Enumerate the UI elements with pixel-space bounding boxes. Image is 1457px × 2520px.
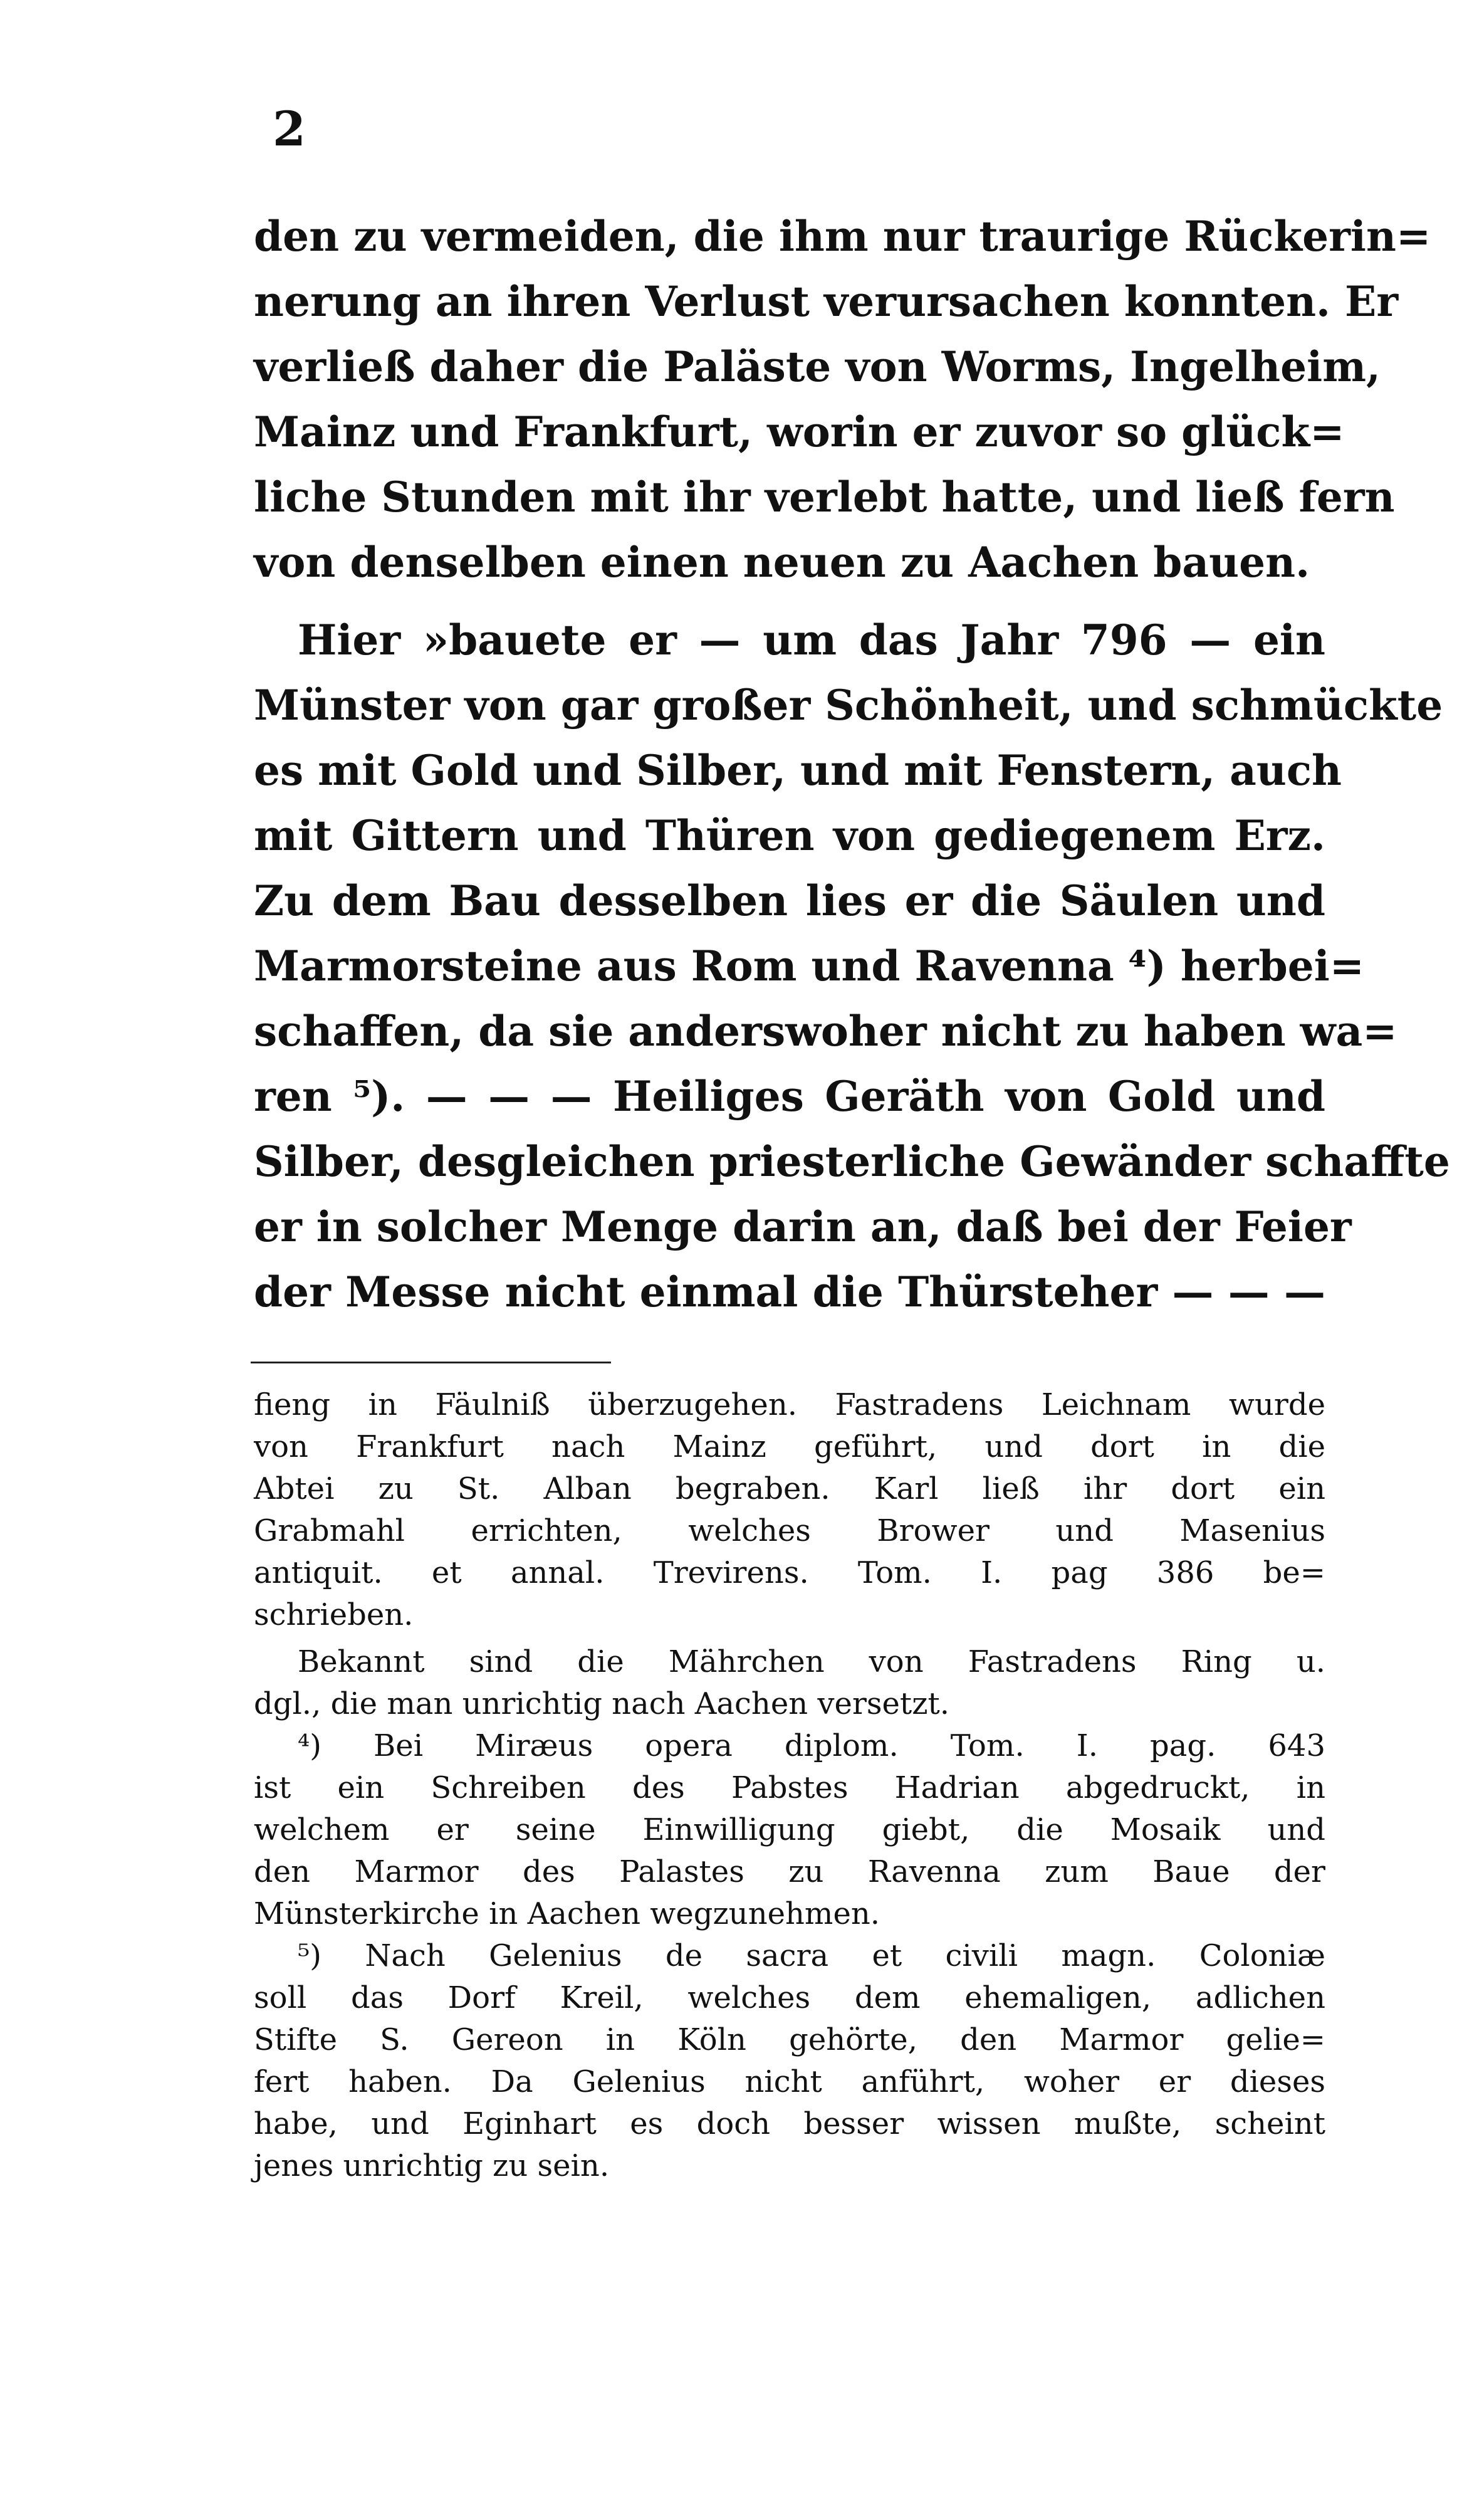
paragraph-gap bbox=[254, 595, 1325, 607]
footnote-line: Grabmahl errichten, welches Brower und Masenius bbox=[254, 1513, 1325, 1548]
footnote-line: von Frankfurt nach Mainz geführt, und dort in die bbox=[254, 1429, 1325, 1464]
footnote-line: Abtei zu St. Alban begraben. Karl ließ ihr dort ein bbox=[254, 1471, 1325, 1506]
footnote-line: Bekannt sind die Mährchen von Fastradens Ring u. bbox=[298, 1644, 1325, 1679]
main-text-line: Zu dem Bau desselben lies er die Säulen und bbox=[254, 876, 1325, 925]
main-text-line: den zu vermeiden, die ihm nur traurige Rückerin= bbox=[254, 212, 1431, 261]
footnote-5-start: ⁵) Nach Gelenius de sacra et civili magn. Coloniæ bbox=[298, 1938, 1325, 1973]
footnote-line: den Marmor des Palastes zu Ravenna zum Baue der bbox=[254, 1854, 1325, 1889]
main-text-line: nerung an ihren Verlust verursachen konnten. Er bbox=[254, 277, 1399, 326]
main-text-line: schaffen, da sie anderswoher nicht zu haben wa= bbox=[254, 1007, 1397, 1056]
main-text-line: es mit Gold und Silber, und mit Fenstern, auch bbox=[254, 746, 1342, 795]
main-text-line: verließ daher die Paläste von Worms, Ingelheim, bbox=[254, 342, 1381, 391]
footnote-line: welchem er seine Einwilligung giebt, die Mosaik und bbox=[254, 1812, 1325, 1847]
footnote-line: Münsterkirche in Aachen wegzunehmen. bbox=[254, 1896, 880, 1931]
footnote-line: soll das Dorf Kreil, welches dem ehemaligen, adlichen bbox=[254, 1980, 1325, 2015]
footnote-divider bbox=[251, 1362, 611, 1363]
main-text-line: Silber, desgleichen priesterliche Gewänder schaffte bbox=[254, 1137, 1450, 1186]
footnote-4-start: ⁴) Bei Miræus opera diplom. Tom. I. pag. 643 bbox=[298, 1728, 1325, 1763]
main-text-line: liche Stunden mit ihr verlebt hatte, und ließ fern bbox=[254, 473, 1395, 522]
footnote-line: habe, und Eginhart es doch besser wissen mußte, scheint bbox=[254, 2106, 1325, 2141]
footnote-line: schrieben. bbox=[254, 1597, 414, 1632]
page-number: 2 bbox=[273, 101, 306, 157]
main-text-line: Marmorsteine aus Rom und Ravenna ⁴) herbei= bbox=[254, 942, 1365, 990]
footnote-line: antiquit. et annal. Trevirens. Tom. I. pag 386 be= bbox=[254, 1555, 1325, 1590]
footnote-line: dgl., die man unrichtig nach Aachen versetzt. bbox=[254, 1686, 950, 1721]
main-text-line: Mainz und Frankfurt, worin er zuvor so glück= bbox=[254, 407, 1345, 456]
footnote-line: ist ein Schreiben des Pabstes Hadrian abgedruckt, in bbox=[254, 1770, 1325, 1805]
main-body-text bbox=[254, 204, 1450, 1325]
main-text-line: er in solcher Menge darin an, daß bei der Feier bbox=[254, 1202, 1352, 1251]
footnotes bbox=[254, 1384, 1325, 2187]
main-text-line: von denselben einen neuen zu Aachen bauen. bbox=[254, 538, 1310, 587]
footnote-line: Stifte S. Gereon in Köln gehörte, den Marmor gelie= bbox=[254, 2022, 1325, 2057]
footnote-gap bbox=[254, 1636, 1325, 1641]
main-text-line: Münster von gar großer Schönheit, und schmückte bbox=[254, 681, 1443, 730]
main-text-line: ren ⁵). — — — Heiliges Geräth von Gold und bbox=[254, 1072, 1325, 1121]
main-text-line: der Messe nicht einmal die Thürsteher — — — bbox=[254, 1268, 1325, 1316]
footnote-line: fert haben. Da Gelenius nicht anführt, woher er dieses bbox=[254, 2064, 1325, 2099]
main-text-line: mit Gittern und Thüren von gediegenem Erz. bbox=[254, 811, 1325, 860]
footnote-line: jenes unrichtig zu sein. bbox=[254, 2148, 610, 2183]
main-text-line: Hier »bauete er — um das Jahr 796 — ein bbox=[298, 616, 1325, 664]
footnote-line: fieng in Fäulniß überzugehen. Fastradens Leichnam wurde bbox=[254, 1387, 1325, 1422]
